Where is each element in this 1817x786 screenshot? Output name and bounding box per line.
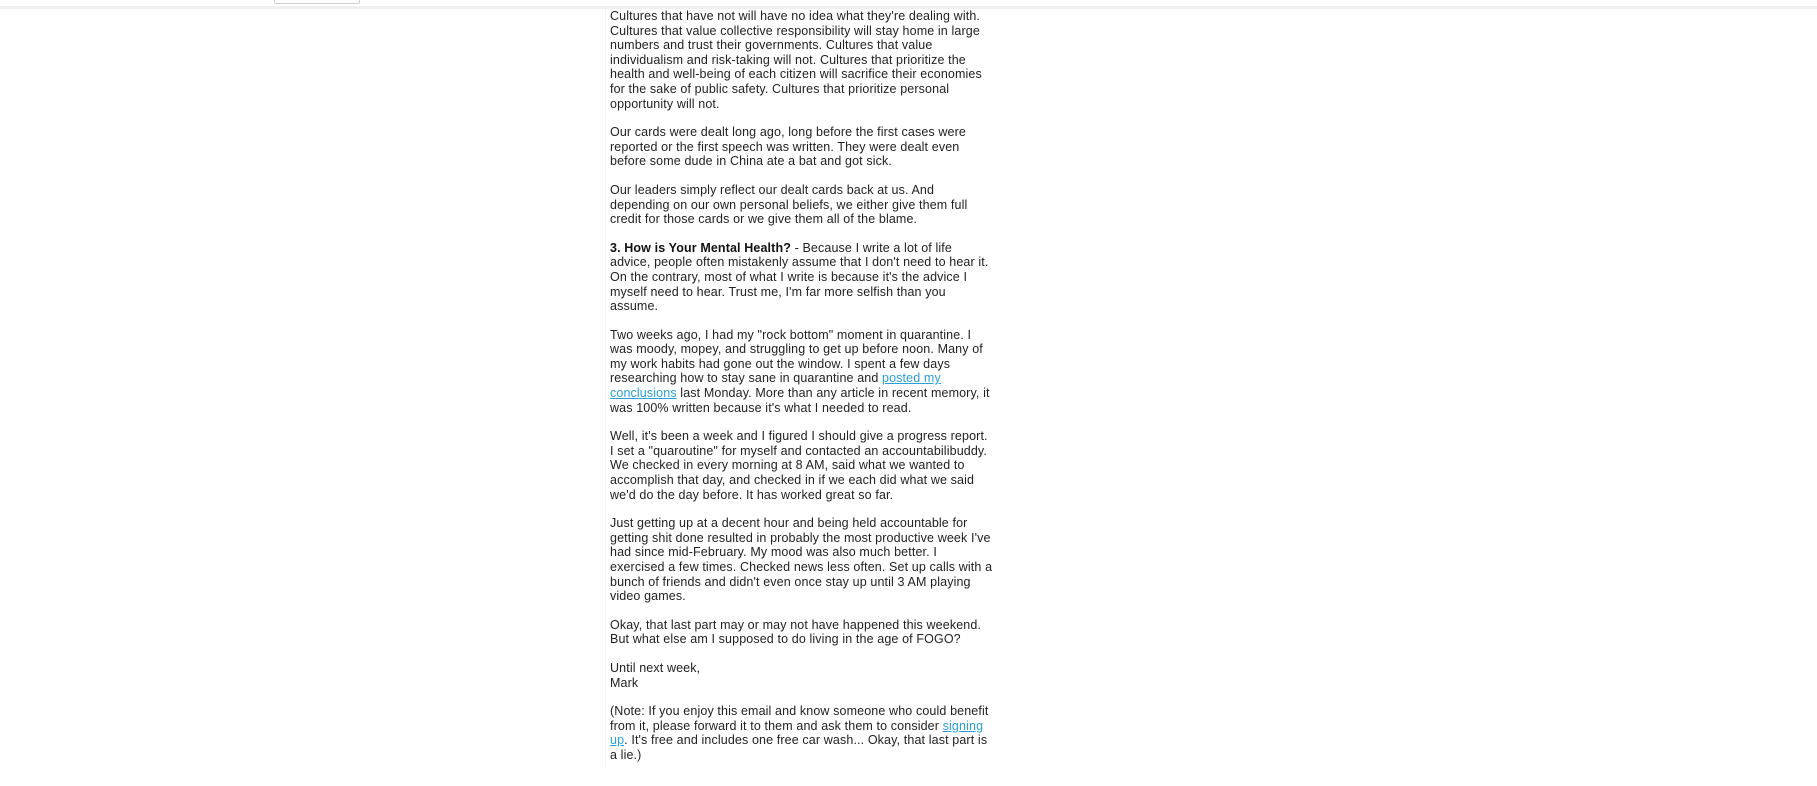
paragraph-text: Well, it's been a week and I figured I should give a progress report. I set a "quaroutine" for myself and contacted an accountabilibuddy. We checked in every morning at 8 AM, said what we wanted to accomplish that day, and checked in if we each did what we said we'd do the day before. It has worked great so far. (610, 429, 988, 502)
paragraph-leaders (610, 183, 993, 227)
paragraph-text: - Because I write a lot of life advice, people often mistakenly assume that I don't need to hear it. On the contrary, most of what I write is because it's the advice I myself need to hear. Trust me, I'm far more selfish than you assume. (610, 240, 989, 314)
posted-my-conclusions-link[interactable]: posted my conclusions (610, 371, 941, 401)
paragraph-productive-week (610, 516, 993, 604)
paragraph-text-after-link: last Monday. More than any article in recent memory, it was 100% written because it's what I needed to read. (610, 386, 990, 415)
paragraph-text: Cultures that have not will have no idea what they're dealing with. Cultures that value collective responsibility will stay home in large numbers and trust their governments. Cultures that value individualism and risk-taking will not. Cultures that prioritize the health and well-being of each citizen will sacrifice their economies for the sake of public safety. Cultures that prioritize personal opportunity will not. (610, 9, 982, 111)
signing-up-link[interactable]: signing up (610, 718, 984, 748)
paragraph-rock-bottom (610, 328, 993, 416)
section-heading-mental-health: 3. How is Your Mental Health? (610, 240, 791, 255)
signoff-line-1: Until next week, (610, 660, 701, 675)
email-content-column (610, 9, 993, 777)
paragraph-text: Our leaders simply reflect our dealt cards back at us. And depending on our own personal beliefs, we either give them full credit for those cards or we give them all of the blame. (610, 182, 968, 227)
paragraph-cultures (610, 9, 993, 111)
quote-rule (605, 9, 606, 769)
paragraph-text: Okay, that last part may or may not have happened this weekend. But what else am I supposed to do living in the age of FOGO? (610, 617, 982, 647)
paragraph-fogo (610, 618, 993, 647)
paragraph-note (610, 704, 993, 762)
signoff-line-2: Mark (610, 675, 639, 690)
toolbar-input-field[interactable] (274, 0, 360, 4)
signoff (610, 661, 993, 690)
paragraph-mental-health (610, 241, 993, 314)
note-text-after-link: . It's free and includes one free car wash... Okay, that last part is a lie.) (610, 733, 988, 762)
top-toolbar-strip (0, 0, 1817, 9)
paragraph-progress-report (610, 429, 993, 502)
paragraph-text: Just getting up at a decent hour and being held accountable for getting shit done resulted in probably the most productive week I've had since mid-February. My mood was also much better. I exercised a few times. Checked news less often. Set up calls with a bunch of friends and didn't even once stay up until 3 AM playing video games. (610, 516, 993, 604)
paragraph-text: Our cards were dealt long ago, long before the first cases were reported or the first speech was written. They were dealt even before some dude in China ate a bat and got sick. (610, 125, 966, 169)
paragraph-cards-dealt (610, 125, 993, 169)
note-text-before-link: (Note: If you enjoy this email and know someone who could benefit from it, please forward it to them and ask them to consider (610, 704, 989, 733)
paragraph-text-before-link: Two weeks ago, I had my "rock bottom" moment in quarantine. I was moody, mopey, and struggling to get up before noon. Many of my work habits had gone out the window. I spent a few days researching how to stay sane in quarantine and (610, 327, 983, 386)
